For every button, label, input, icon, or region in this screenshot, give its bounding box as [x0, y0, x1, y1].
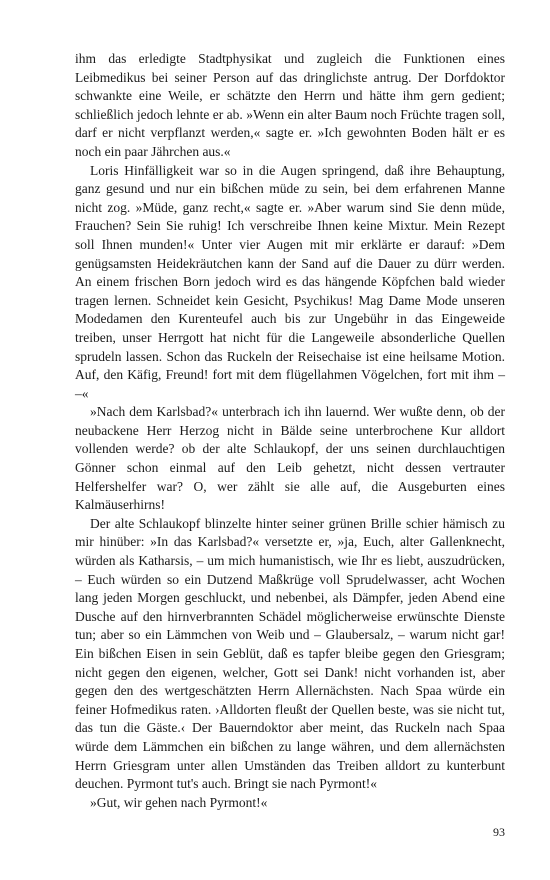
body-text — [75, 50, 505, 812]
paragraph-3: »Nach dem Karlsbad?« unterbrach ich ihn lauernd. Wer wußte denn, ob der neubackene Herr Herzog nicht in Bälde seine unterbrochene Kur alldort vollenden werde? ob der alte Schlaukopf, der uns seinen durchlauchtigen Gönner schon einmal auf den Leib gehetzt, nicht dessen vertrauter Helfershelfer war? O, wer zählt sie alle auf, die Ausgeburten eines Kalmäuserhirns! — [75, 404, 505, 513]
paragraph-1: ihm das erledigte Stadtphysikat und zugleich die Funktionen eines Leibmedikus bei seiner Person auf das dringlichste antrug. Der Dorfdoktor schwankte eine Weile, er schätzte den Herrn und hätte ihm gern gedient; schließlich jedoch lehnte er ab. »Wenn ein alter Baum noch Früchte tragen soll, darf er nicht verpflanzt werden,« sagte er. »Ich gewohnten Boden hält er es noch ein paar Jährchen aus.« — [75, 51, 505, 159]
page-number: 93 — [493, 825, 505, 839]
paragraph-4: Der alte Schlaukopf blinzelte hinter seiner grünen Brille schier hämisch zu mir hinüber: »In das Karlsbad?« versetzte er, »ja, Euch, alter Gallenknecht, würden als Katharsis, – um mich humanistisch, wie Ihr es liebt, auszudrücken, – Euch würden so ein Dutzend Maßkrüge voll Sprudelwasser, acht Wochen lang jeden Morgen geschluckt, und nebenbei, als Dämpfer, jeden Abend eine Dusche auf den hirnverbrannten Schädel möglicherweise erwünschte Dienste tun; aber so ein Lämmchen von Weib und – Glaubersalz, – warum nicht gar! Ein bißchen Eisen in sein Geblüt, daß es tapfer bleibe gegen den Griesgram; nicht gegen den eigenen, welcher, Gott sei Dank! nicht vorhanden ist, aber gegen den des wertgeschätzten Herrn Allernächsten. Nach Spaa würde ein feiner Hofmedikus raten. ›Alldorten fleußt der Quellen beste, was sie nicht tut, das tun die Gäste.‹ Der Bauerndoktor aber meint, das Ruckeln nach Spaa würde dem Lämmchen ein bißchen zu lange währen, und dem allernächsten Herrn Griesgram unter allen Umständen das Treiben alldort zu kunterbunt deuchen. Pyrmont tut's auch. Bringt sie nach Pyrmont!« — [75, 515, 505, 792]
paragraph-5: »Gut, wir gehen nach Pyrmont!« — [90, 794, 268, 810]
paragraph-2: Loris Hinfälligkeit war so in die Augen springend, daß ihre Behauptung, ganz gesund und nur ein bißchen müde zu sein, bei dem erfahrenen Manne nicht zog. »Müde, ganz recht,« sagte er. »Aber warum sind Sie denn müde, Frauchen? Sein Sie ruhig! Ich verschreibe Ihnen keine Mixtur. Mein Rezept soll Ihnen munden!« Unter vier Augen mit mir erklärte er darauf: »Dem genügsamsten Heidekräutchen kann der Sand auf die Dauer zu dürr werden. An einem frischen Born jedoch wird es das hängende Köpfchen bald wieder tragen lernen. Schneidet kein Gesicht, Psychikus! Mag Dame Mode unseren Modedamen den Kurenteufel auch bis zur Ungebühr in das Eingeweide treiben, unser Herrgott hat nicht für die Langeweile absonderliche Quellen sprudeln lassen. Schon das Ruckeln der Reisechaise ist eine heilsame Motion. Auf, den Käfig, Freund! fort mit dem flügellahmen Vögelchen, fort mit ihm – –« — [75, 162, 505, 401]
